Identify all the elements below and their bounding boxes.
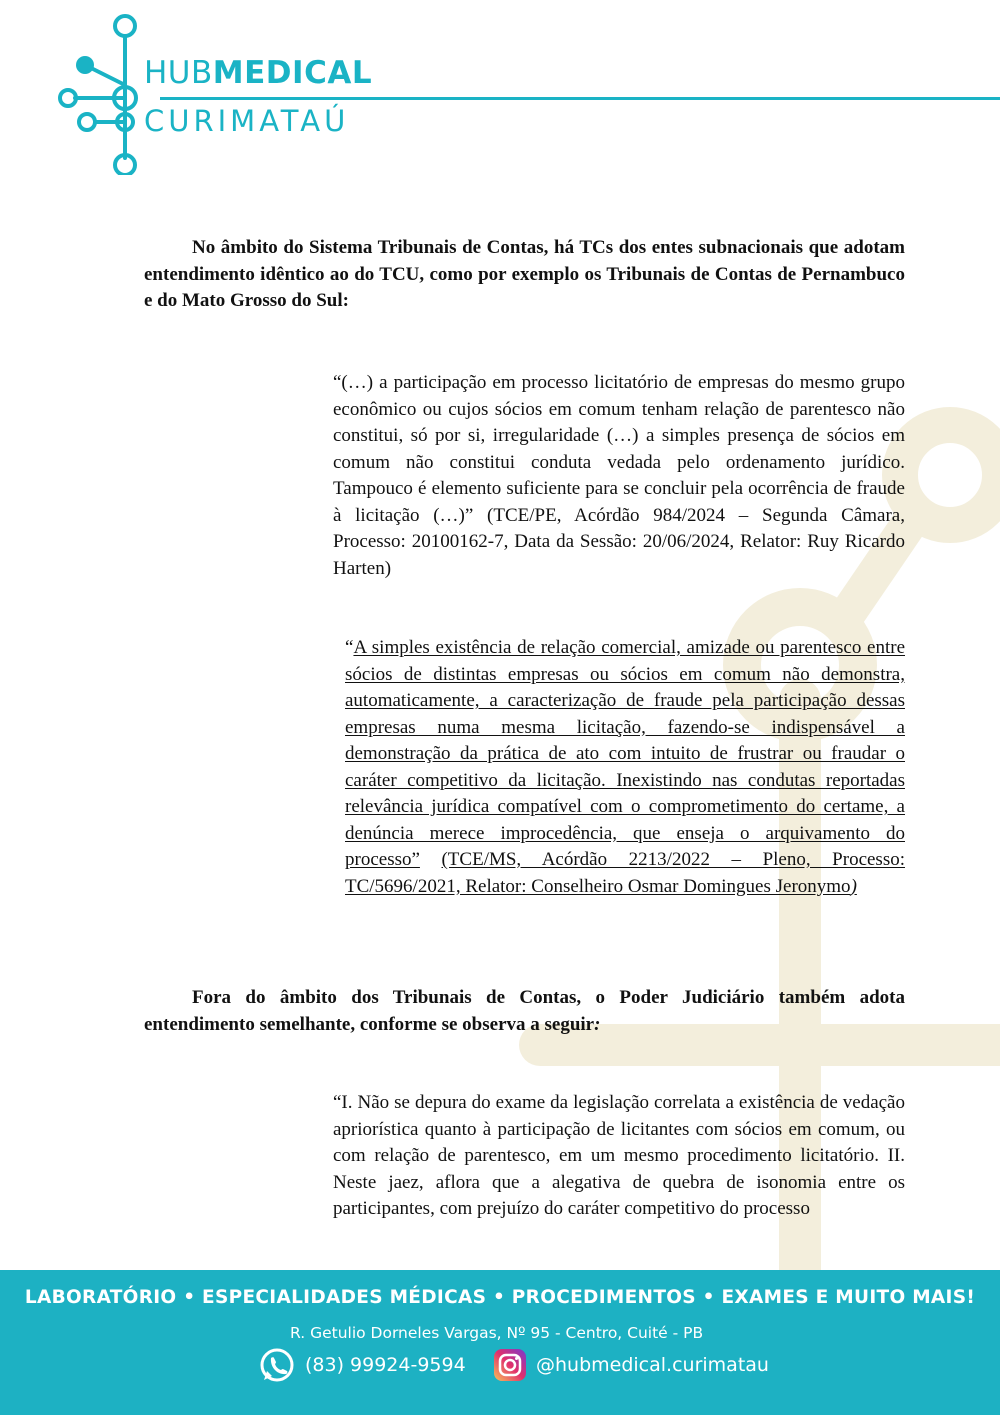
quote-tce-ms [345, 635, 905, 900]
whatsapp-icon [258, 1346, 296, 1384]
quote-close-paren: ) [850, 875, 857, 897]
footer-tagline: LABORATÓRIO • ESPECIALIDADES MÉDICAS • PROCEDIMENTOS • EXAMES E MUITO MAIS! [24, 1287, 976, 1308]
footer-phone: (83) 99924-9594 [305, 1354, 466, 1376]
header-rule [160, 97, 1000, 100]
quote-tce-ms-citation: (TCE/MS, Acórdão 2213/2022 – Pleno, Processo: TC/5696/2021, Relator: Conselheiro Osmar Domingues Jeronymo [345, 849, 905, 897]
brand-name-part1: HUB [144, 55, 213, 91]
paragraph-judiciary-text: Fora do âmbito dos Tribunais de Contas, o Poder Judiciário também adota entendimento semelhante, conforme se observa a seguir [144, 987, 905, 1035]
instagram-icon [493, 1348, 527, 1382]
quote-tce-ms-underlined-text: A simples existência de relação comercial, amizade ou parentesco entre sócios de distintas empresas ou sócios em comum não demonstra, automaticamente, a caracterização de fraude pela participação dessas empresas numa mesma licitação, fazendo-se indispensável a demonstração da prática de ato com intuito de frustrar ou fraudar o caráter competitivo da licitação. Inexistindo nas condutas reportadas relevância jurídica compatível com o comprometimento do certame, a denúncia merece improcedência, que enseja o arquivamento do processo” [345, 637, 905, 870]
logo-molecule-icon [55, 10, 175, 175]
paragraph-judiciary [144, 985, 905, 1038]
brand-name-part2: MEDICAL [212, 55, 373, 91]
brand-subtitle: CURIMATAÚ [144, 104, 350, 138]
footer-instagram: @hubmedical.curimatau [536, 1354, 769, 1376]
paragraph-judiciary-colon: : [594, 1013, 601, 1035]
paragraph-intro: No âmbito do Sistema Tribunais de Contas, há TCs dos entes subnacionais que adotam entendimento idêntico ao do TCU, como por exemplo os Tribunais de Contas de Pernambuco e do Mato Grosso do Sul: [144, 237, 905, 311]
quote-judiciary: “I. Não se depura do exame da legislação correlata a existência de vedação apriorística quanto à participação de licitantes com sócios em comum, ou com relação de parentesco, em um mesmo procedimento licitatório. II. Neste jaez, aflora que a alegativa de quebra de isonomia entre os participantes, com prejuízo do caráter competitivo do processo [333, 1092, 905, 1219]
footer-address: R. Getulio Dorneles Vargas, Nº 95 - Centro, Cuité - PB [290, 1324, 704, 1342]
brand-name [144, 55, 373, 91]
quote-open-mark: “ [345, 637, 354, 658]
quote-tce-pe: “(…) a participação em processo licitatório de empresas do mesmo grupo econômico ou cujos sócios em comum tenham relação de parentesco não constitui, só por si, irregularidade (…) a simples presença de sócios em comum não constitui conduta vedada pelo ordenamento jurídico. Tampouco é elemento suficiente para se concluir pela ocorrência de fraude à licitação (…)” (TCE/PE, Acórdão 984/2024 – Segunda Câmara, Processo: 20100162-7, Data da Sessão: 20/06/2024, Relator: Ruy Ricardo Harten) [333, 372, 905, 579]
